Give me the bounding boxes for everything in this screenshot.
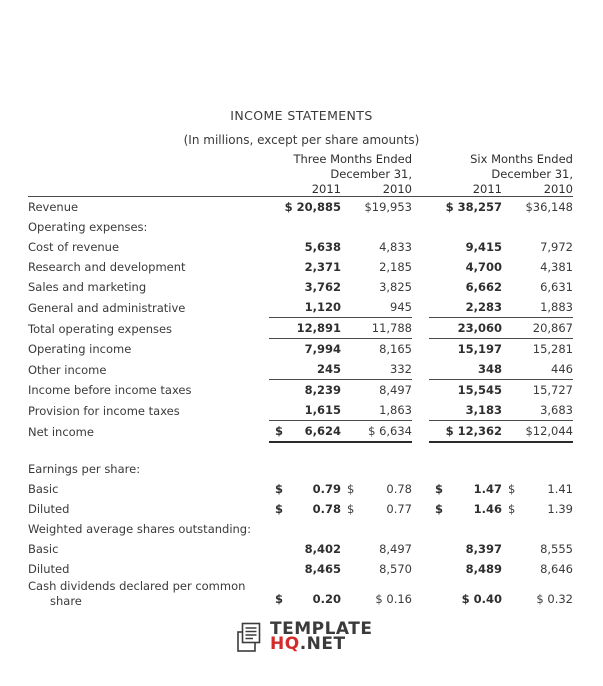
row-value: 1,883: [540, 300, 573, 314]
currency-symbol: $: [275, 592, 284, 606]
row-gap: [412, 217, 429, 237]
row-gap: [412, 579, 429, 609]
spacer-cell: [341, 442, 412, 459]
row-value-number: 0.78: [386, 482, 412, 496]
row-value: 7,972: [540, 240, 573, 254]
row-value: [502, 519, 573, 539]
year-header-h-2010: 2010: [543, 182, 573, 196]
row-value: [269, 421, 341, 443]
table-row: [28, 257, 573, 277]
row-value: [269, 479, 341, 499]
row-gap: [412, 277, 429, 297]
row-label: Diluted: [28, 502, 70, 516]
watermark-hq: HQ: [270, 634, 300, 654]
row-value-number: 1.46: [473, 502, 502, 516]
row-value-number: 6,624: [304, 424, 341, 438]
row-value: 2,185: [379, 260, 412, 274]
row-value: 3,683: [540, 403, 573, 417]
table-row: [28, 339, 573, 360]
row-value: 1,863: [379, 403, 412, 417]
row-value: $ 38,257: [429, 197, 502, 218]
spacer-cell: [412, 442, 429, 459]
row-value: 8,555: [540, 542, 573, 556]
spacer-cell: [429, 442, 502, 459]
row-value: $ 12,362: [429, 421, 502, 443]
row-gap: [412, 339, 429, 360]
row-value-number: 1.41: [547, 482, 573, 496]
row-label: Weighted average shares outstanding:: [28, 522, 251, 536]
row-value: [502, 459, 573, 479]
row-gap: [412, 318, 429, 339]
group-header-row: [28, 152, 573, 182]
row-gap: [412, 559, 429, 579]
row-value: 8,465: [304, 562, 341, 576]
row-value: [269, 499, 341, 519]
row-value: 3,825: [379, 280, 412, 294]
currency-symbol: $: [347, 502, 355, 516]
currency-symbol: $: [275, 482, 284, 496]
row-gap: [412, 297, 429, 318]
table-row: [28, 479, 573, 499]
table-row: [28, 318, 573, 339]
row-value: 20,867: [502, 318, 573, 339]
year-header-q-2010: 2010: [382, 182, 412, 196]
group-header-three-months: [269, 152, 412, 182]
row-value: 15,727: [502, 380, 573, 401]
row-label: Sales and marketing: [28, 280, 147, 294]
year-header-gap: [412, 182, 429, 197]
row-value: $12,044: [502, 421, 573, 443]
row-value-number: 1.39: [547, 502, 573, 516]
group-header-six-months: [429, 152, 573, 182]
row-value: 6,631: [540, 280, 573, 294]
currency-symbol: $: [435, 502, 444, 516]
documents-icon: [231, 620, 265, 654]
spacer-cell: [502, 442, 573, 459]
row-gap: [412, 539, 429, 559]
row-value: [502, 499, 573, 519]
row-value: 945: [390, 300, 412, 314]
table-row: [28, 380, 573, 401]
row-label: General and administrative: [28, 300, 186, 315]
title-block: [0, 0, 603, 147]
row-value-number: 1.47: [473, 482, 502, 496]
row-value: [341, 217, 412, 237]
row-value: 8,646: [540, 562, 573, 576]
header-gap: [412, 152, 429, 182]
row-value: 15,197: [429, 339, 502, 360]
row-value: [429, 479, 502, 499]
row-value: $36,148: [502, 197, 573, 218]
row-gap: [412, 479, 429, 499]
row-label: Other income: [28, 362, 107, 377]
row-value: 8,489: [465, 562, 502, 576]
row-value: 11,788: [341, 318, 412, 339]
row-gap: [412, 421, 429, 443]
header-spacer: [28, 152, 269, 182]
table-row: [28, 359, 573, 380]
currency-symbol: $: [347, 482, 355, 496]
row-value: 2,371: [304, 260, 341, 274]
row-value: 8,570: [379, 562, 412, 576]
row-value: 8,402: [304, 542, 341, 556]
watermark-line2: [270, 634, 372, 654]
row-value: 4,381: [540, 260, 573, 274]
currency-symbol: $: [275, 502, 284, 516]
row-label: Earnings per share:: [28, 462, 141, 476]
row-value: $19,953: [341, 197, 412, 218]
group-header-line1: Three Months Ended: [293, 152, 412, 166]
row-value-number: 0.78: [312, 502, 341, 516]
row-value: $ 0.32: [536, 592, 573, 606]
row-gap: [412, 459, 429, 479]
currency-symbol: $: [508, 502, 516, 516]
row-value: 3,183: [465, 403, 502, 417]
row-value: $ 0.16: [375, 592, 412, 606]
row-label: Operating income: [28, 342, 132, 356]
row-label: Income before income taxes: [28, 383, 192, 397]
row-value: 8,165: [341, 339, 412, 360]
table-row: [28, 217, 573, 237]
table-row: [28, 297, 573, 318]
row-value: 15,281: [502, 339, 573, 360]
row-gap: [412, 400, 429, 421]
table-row: [28, 277, 573, 297]
row-label: Revenue: [28, 197, 269, 218]
row-gap: [412, 237, 429, 257]
row-label: [28, 579, 269, 609]
table-row: [28, 519, 573, 539]
row-value: 1,615: [304, 403, 341, 417]
row-label: Cost of revenue: [28, 240, 120, 254]
watermark-line1: TEMPLATE: [270, 619, 373, 639]
watermark: [231, 615, 381, 659]
row-label: Basic: [28, 482, 59, 496]
income-statement-table: [28, 152, 573, 609]
row-gap: [412, 519, 429, 539]
row-value: 12,891: [269, 318, 341, 339]
row-value: 245: [316, 362, 341, 376]
row-value: 4,833: [379, 240, 412, 254]
watermark-text: [270, 619, 373, 654]
table-row: [28, 559, 573, 579]
row-value: 5,638: [304, 240, 341, 254]
page-title: INCOME STATEMENTS: [230, 108, 373, 123]
row-value: $ 20,885: [269, 197, 341, 218]
year-header-row: [28, 182, 573, 197]
row-value: [269, 217, 341, 237]
section-spacer: [28, 442, 573, 459]
group-header-line2: December 31,: [330, 167, 412, 181]
row-value: 6,662: [465, 280, 502, 294]
year-header-h-2011: 2011: [472, 182, 502, 196]
spacer-cell: [28, 442, 269, 459]
row-value: [341, 519, 412, 539]
row-value: [429, 519, 502, 539]
row-value: 3,762: [304, 280, 341, 294]
table-row: [28, 400, 573, 421]
row-value-number: 0.79: [312, 482, 341, 496]
row-value: [429, 499, 502, 519]
row-value: [341, 499, 412, 519]
row-value: 8,397: [465, 542, 502, 556]
row-label-line1: Cash dividends declared per common: [28, 579, 246, 593]
row-value: 1,120: [304, 300, 341, 314]
table-row: [28, 237, 573, 257]
row-value: 2,283: [465, 300, 502, 314]
row-value: [429, 459, 502, 479]
table-row: [28, 459, 573, 479]
row-gap: [412, 380, 429, 401]
row-value: 8,497: [341, 380, 412, 401]
watermark-net: .NET: [299, 634, 346, 654]
row-gap: [412, 499, 429, 519]
row-label: Total operating expenses: [28, 321, 173, 336]
row-label-line2: share: [50, 594, 82, 608]
row-value: [269, 459, 341, 479]
table-row: [28, 539, 573, 559]
row-value: [269, 579, 341, 609]
row-gap: [412, 257, 429, 277]
row-value: $ 6,634: [341, 421, 412, 443]
year-header-spacer: [28, 182, 269, 197]
table-row: [28, 197, 573, 218]
row-value: 7,994: [269, 339, 341, 360]
row-value: 9,415: [465, 240, 502, 254]
row-label: Operating expenses:: [28, 220, 148, 234]
row-label: Provision for income taxes: [28, 403, 180, 418]
row-label: Net income: [28, 425, 94, 439]
row-value: [341, 479, 412, 499]
page-subtitle: (In millions, except per share amounts): [183, 133, 420, 147]
group-header-line2: December 31,: [491, 167, 573, 181]
row-value-number: 0.20: [312, 592, 341, 606]
row-value: 4,700: [465, 260, 502, 274]
row-gap: [412, 359, 429, 380]
table-row: [28, 499, 573, 519]
currency-symbol: $: [508, 482, 516, 496]
table-row-net-income: [28, 421, 573, 443]
row-value: 332: [390, 362, 412, 376]
row-value: [341, 459, 412, 479]
row-label: Diluted: [28, 562, 70, 576]
row-value: 8,239: [269, 380, 341, 401]
row-label: Basic: [28, 542, 59, 556]
row-value: [269, 519, 341, 539]
table-row-dividend: [28, 579, 573, 609]
row-value: $ 0.40: [461, 592, 502, 606]
row-value-number: 0.77: [386, 502, 412, 516]
row-value: 348: [477, 362, 502, 376]
group-header-line1: Six Months Ended: [470, 152, 573, 166]
spacer-cell: [269, 442, 341, 459]
row-value: 23,060: [429, 318, 502, 339]
row-label: Research and development: [28, 260, 186, 274]
row-value: [502, 217, 573, 237]
row-value: [429, 217, 502, 237]
currency-symbol: $: [275, 424, 284, 438]
currency-symbol: $: [435, 482, 444, 496]
row-value: 8,497: [379, 542, 412, 556]
year-header-q-2011: 2011: [311, 182, 341, 196]
row-gap: [412, 197, 429, 218]
row-value: 15,545: [429, 380, 502, 401]
row-value: 446: [551, 362, 573, 376]
row-value: [502, 479, 573, 499]
